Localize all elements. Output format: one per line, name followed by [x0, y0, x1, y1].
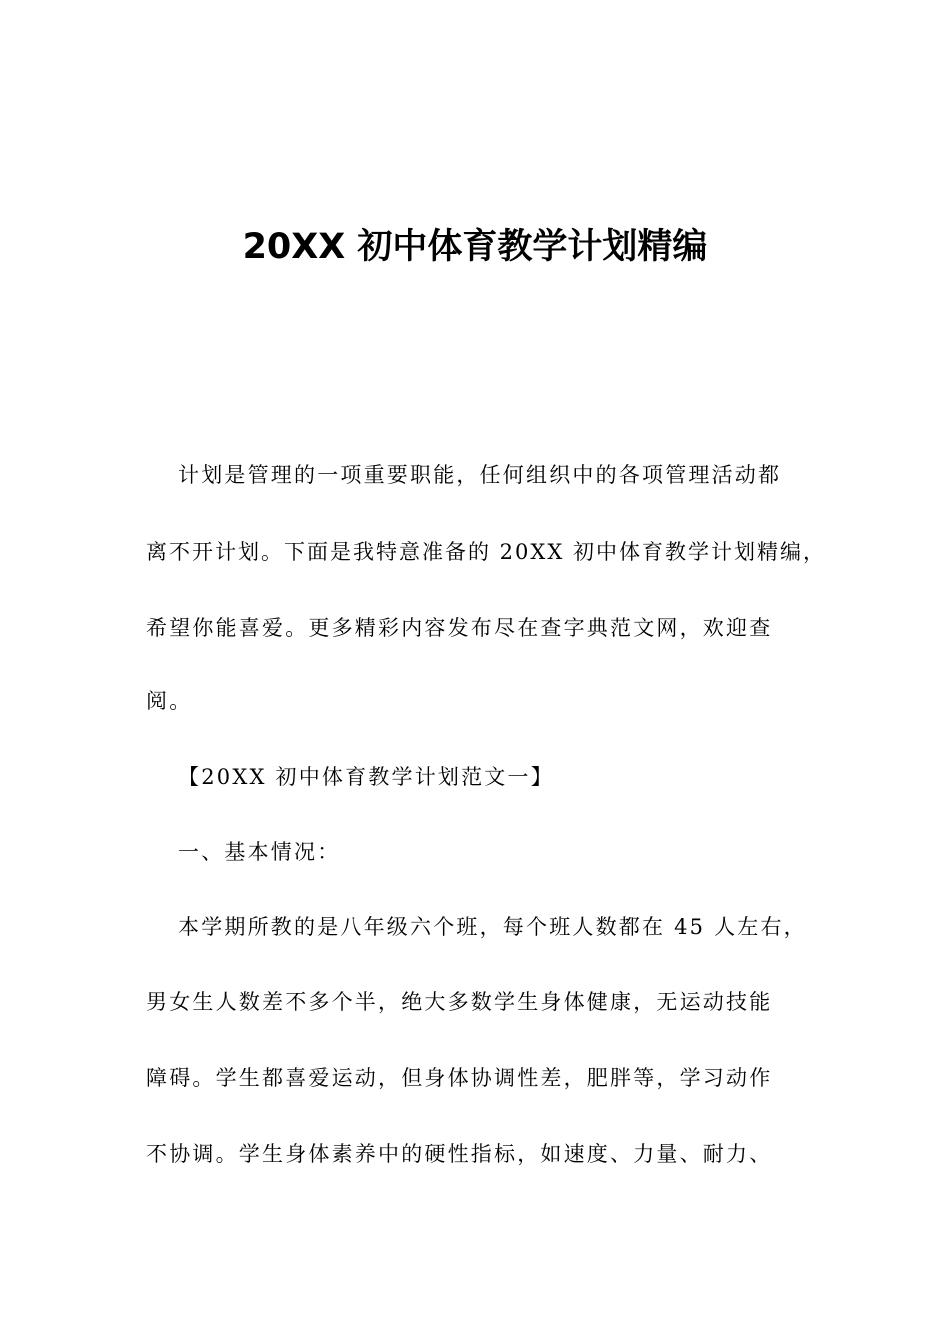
body-line-4: 不协调。学生身体素养中的硬性指标，如速度、力量、耐力、	[146, 1142, 773, 1166]
subheading: 一、基本情况：	[178, 840, 341, 864]
body-line-1: 本学期所教的是八年级六个班，每个班人数都在 45 人左右，	[178, 915, 807, 939]
intro-line-2: 离不开计划。下面是我特意准备的 20XX 初中体育教学计划精编，	[146, 540, 826, 564]
intro-line-1: 计划是管理的一项重要职能，任何组织中的各项管理活动都	[178, 463, 782, 487]
section-heading: 【20XX 初中体育教学计划范文一】	[178, 765, 554, 789]
document-title: 20XX 初中体育教学计划精编	[242, 227, 708, 267]
body-line-2: 男女生人数差不多个半，绝大多数学生身体健康，无运动技能	[146, 990, 773, 1014]
intro-line-3: 希望你能喜爱。更多精彩内容发布尽在查字典范文网，欢迎查	[146, 616, 773, 640]
body-line-3: 障碍。学生都喜爱运动，但身体协调性差，肥胖等，学习动作	[146, 1066, 773, 1090]
intro-line-4: 阅。	[146, 689, 193, 713]
